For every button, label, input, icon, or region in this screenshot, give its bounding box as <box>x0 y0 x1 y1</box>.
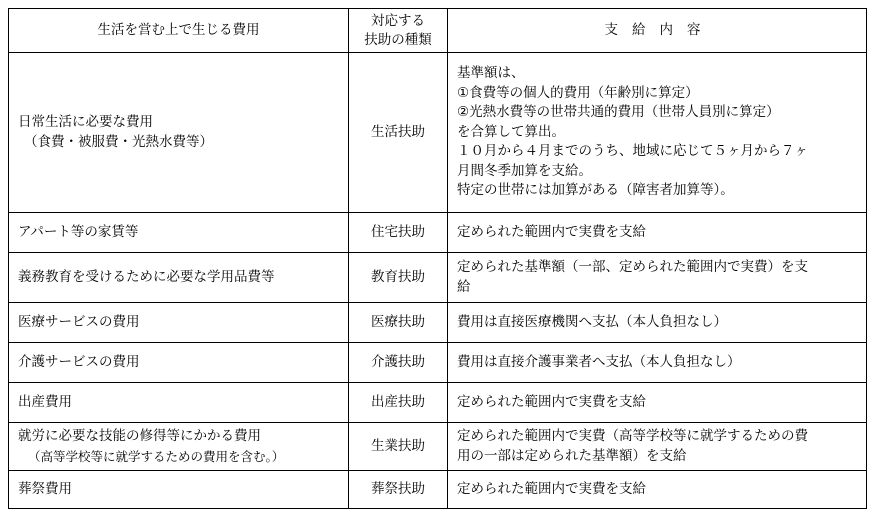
assistance-cell: 教育扶助 <box>349 253 448 303</box>
content-cell: 費用は直接介護事業者へ支払（本人負担なし） <box>448 343 867 383</box>
content-line: 定められた範囲内で実費（高等学校等に就学するための費 <box>457 428 808 444</box>
public-assistance-table <box>8 8 867 509</box>
expense-cell <box>9 53 349 213</box>
expense-cell: 医療サービスの費用 <box>9 303 349 343</box>
table-row <box>9 253 867 303</box>
content-line: 用の一部は定められた基準額）を支給 <box>457 447 687 464</box>
content-cell <box>448 423 867 471</box>
expense-cell: 出産費用 <box>9 383 349 423</box>
content-line: 定められた基準額（一部、定められた範囲内で実費）を支 <box>457 259 808 275</box>
expense-text: 日常生活に必要な費用 <box>18 114 153 130</box>
content-line: １０月から４月までのうち、地域に応じて５ヶ月から７ヶ <box>457 143 808 160</box>
assistance-cell: 住宅扶助 <box>349 213 448 253</box>
expense-cell: アパート等の家賃等 <box>9 213 349 253</box>
content-cell: 定められた範囲内で実費を支給 <box>448 383 867 423</box>
header-assistance-line1: 対応する <box>371 12 425 29</box>
content-line: ②光熱水費等の世帯共通的費用（世帯人員別に算定） <box>457 104 780 121</box>
expense-text: 就労に必要な技能の修得等にかかる費用 <box>18 428 261 444</box>
expense-cell <box>9 423 349 471</box>
expense-cell: 葬祭費用 <box>9 471 349 509</box>
content-cell <box>448 53 867 213</box>
table-row <box>9 471 867 509</box>
assistance-cell: 介護扶助 <box>349 343 448 383</box>
content-cell <box>448 253 867 303</box>
assistance-cell: 葬祭扶助 <box>349 471 448 509</box>
content-cell: 定められた範囲内で実費を支給 <box>448 471 867 509</box>
header-assistance-type <box>349 9 448 53</box>
content-line: 給 <box>457 278 471 295</box>
expense-subtext: （高等学校等に就学するための費用を含む。） <box>28 448 285 464</box>
content-line: 基準額は、 <box>457 65 525 82</box>
table-row <box>9 383 867 423</box>
content-line: 月間冬季加算を支給。 <box>457 162 592 179</box>
content-cell: 定められた範囲内で実費を支給 <box>448 213 867 253</box>
header-content: 支給内容 <box>448 9 867 53</box>
table-row <box>9 213 867 253</box>
expense-subtext: （食費・被服費・光熱水費等） <box>24 133 213 150</box>
content-line: ①食費等の個人的費用（年齢別に算定） <box>457 84 699 101</box>
table-row <box>9 423 867 471</box>
assistance-cell: 医療扶助 <box>349 303 448 343</box>
content-cell: 費用は直接医療機関へ支払（本人負担なし） <box>448 303 867 343</box>
table-row <box>9 343 867 383</box>
content-line: を合算して算出。 <box>457 123 565 140</box>
header-assistance-line2: 扶助の種類 <box>364 31 432 48</box>
table-row <box>9 303 867 343</box>
content-line: 特定の世帯には加算がある（障害者加算等）。 <box>457 182 734 199</box>
expense-cell: 介護サービスの費用 <box>9 343 349 383</box>
header-row <box>9 9 867 53</box>
assistance-cell: 生業扶助 <box>349 423 448 471</box>
expense-cell: 義務教育を受けるために必要な学用品費等 <box>9 253 349 303</box>
assistance-cell: 生活扶助 <box>349 53 448 213</box>
table-row <box>9 53 867 213</box>
header-expense: 生活を営む上で生じる費用 <box>9 9 349 53</box>
assistance-cell: 出産扶助 <box>349 383 448 423</box>
